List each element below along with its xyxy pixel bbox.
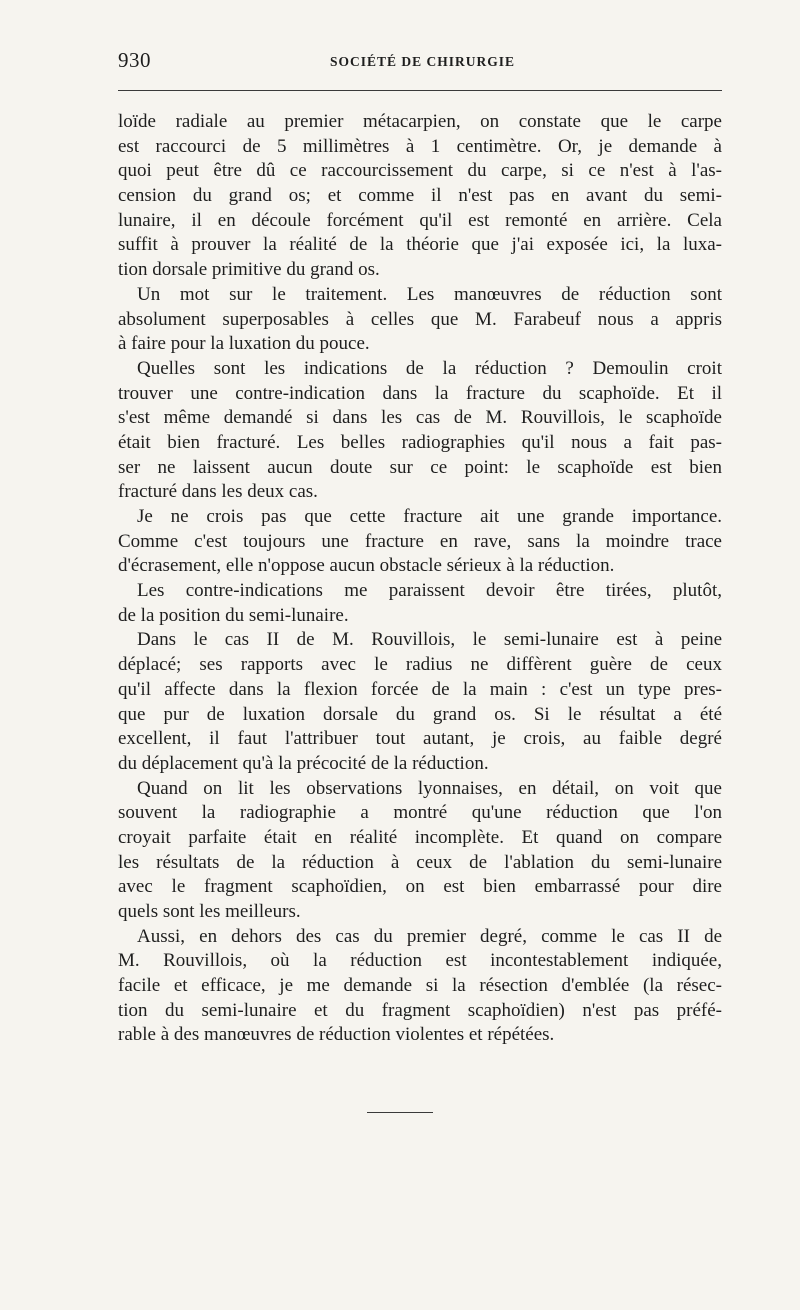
text-line: était bien fracturé. Les belles radiographies qu'il nous a fait pas- [118,431,722,453]
text-line: de la position du semi-lunaire. [118,604,349,626]
text-line: Les contre-indications me paraissent devoir être tirées, plutôt, [137,580,722,602]
text-line: excellent, il faut l'attribuer tout autant, je crois, au faible degré [118,728,722,750]
text-line: du déplacement qu'à la précocité de la réduction. [118,752,489,774]
page-number: 930 [118,48,151,72]
text-line: absolument superposables à celles que M. Farabeuf nous a appris [118,308,722,330]
text-line: Je ne crois pas que cette fracture ait une grande importance. [137,506,722,527]
text-line: avec le fragment scaphoïdien, on est bien embarrassé pour dire [118,876,722,898]
text-line: déplacé; ses rapports avec le radius ne diffèrent guère de ceux [118,654,722,676]
text-line: facile et efficace, je me demande si la résection d'emblée (la résec- [118,975,722,997]
text-line: tion du semi-lunaire et du fragment scaphoïdien) n'est pas préfé- [118,999,722,1021]
text-line: Dans le cas II de M. Rouvillois, le semi-lunaire est à peine [137,629,722,651]
text-line: cension du grand os; et comme il n'est pas en avant du semi- [118,185,722,207]
text-line: fracturé dans les deux cas. [118,481,318,503]
text-line: lunaire, il en découle forcément qu'il est remonté en arrière. Cela [118,209,722,231]
text-line: d'écrasement, elle n'oppose aucun obstacle sérieux à la réduction. [118,555,615,577]
text-line: que pur de luxation dorsale du grand os. Si le résultat a été [118,703,722,725]
text-line: croyait parfaite était en réalité incomplète. Et quand on compare [118,826,722,848]
text-line: à faire pour la luxation du pouce. [118,333,370,355]
text-line: quels sont les meilleurs. [118,901,301,922]
text-line: quoi peut être dû ce raccourcissement du carpe, si ce n'est à l'as- [118,160,722,182]
text-line: souvent la radiographie a montré qu'une réduction que l'on [118,802,722,824]
text-line: Quelles sont les indications de la réduction ? Demoulin croit [137,357,722,379]
body-text [118,110,722,1048]
text-line: ser ne laissent aucun doute sur ce point: le scaphoïde est bien [118,456,722,478]
text-line: tion dorsale primitive du grand os. [118,259,380,281]
text-line: les résultats de la réduction à ceux de l'ablation du semi-lunaire [118,851,722,873]
text-line: trouver une contre-indication dans la fracture du scaphoïde. Et il [118,382,722,404]
text-line: loïde radiale au premier métacarpien, on constate que le carpe [118,111,722,132]
text-line: Un mot sur le traitement. Les manœuvres de réduction sont [137,283,722,305]
text-line: Aussi, en dehors des cas du premier degré, comme le cas II de [137,925,722,947]
header-rule [118,90,722,91]
running-head: SOCIÉTÉ DE CHIRURGIE [330,54,516,69]
text-line: qu'il affecte dans la flexion forcée de la main : c'est un type pres- [118,678,722,700]
text-line: M. Rouvillois, où la réduction est incontestablement indiquée, [118,950,722,972]
text-line: s'est même demandé si dans les cas de M. Rouvillois, le scaphoïde [118,407,722,429]
text-line: est raccourci de 5 millimètres à 1 centimètre. Or, je demande à [118,135,722,157]
text-line: suffit à prouver la réalité de la théorie que j'ai exposée ici, la luxa- [118,234,722,256]
page-header [118,48,722,78]
end-rule [367,1112,433,1113]
text-line: Comme c'est toujours une fracture en rave, sans la moindre trace [118,530,722,552]
text-line: rable à des manœuvres de réduction violentes et répétées. [118,1024,555,1046]
text-line: Quand on lit les observations lyonnaises, en détail, on voit que [137,777,722,799]
